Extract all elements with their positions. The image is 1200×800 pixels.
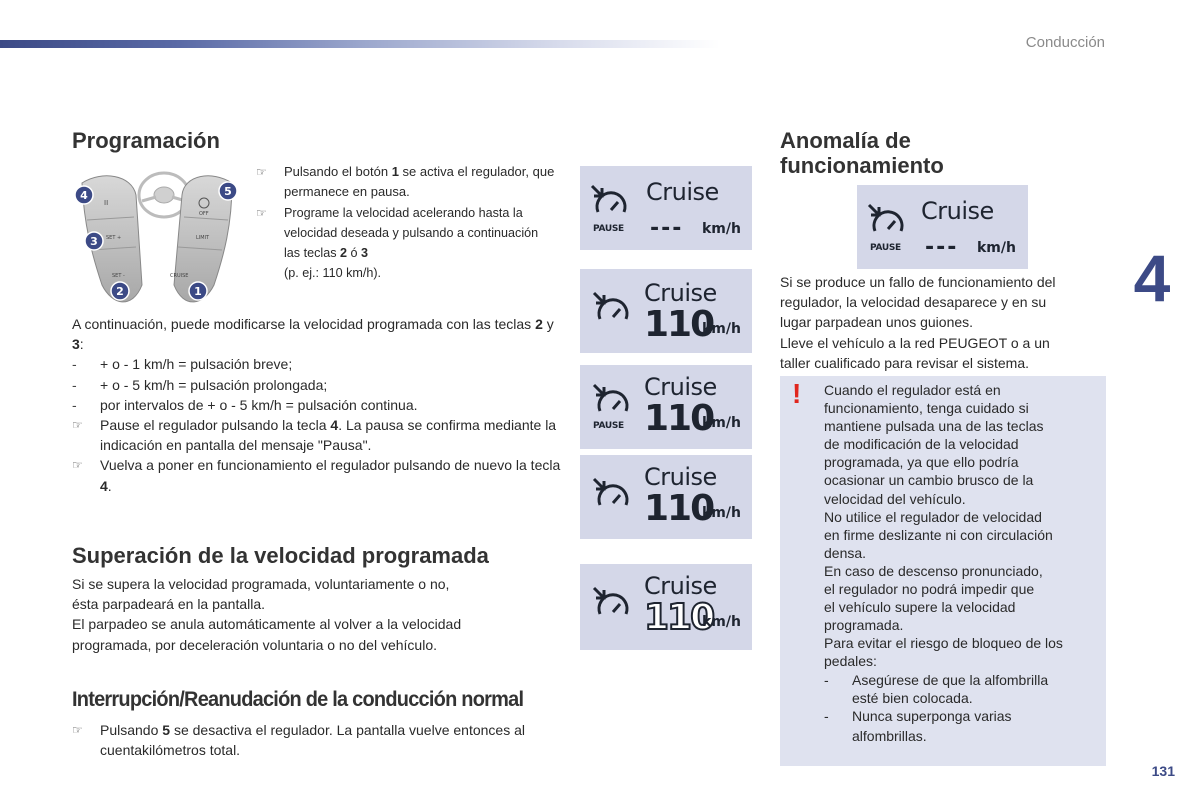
speed-value: 110: [644, 398, 714, 439]
display-active-110: [580, 269, 752, 353]
callout-2-label: 2: [116, 285, 124, 298]
set-plus-key-label: SET +: [106, 235, 122, 241]
bullet-activate: ☞ Pulsando el botón 1 se activa el regulador, que permanece en pausa.: [256, 164, 555, 200]
callout-5-label: 5: [224, 185, 232, 198]
programacion-bullets: [256, 162, 556, 284]
pause-label: PAUSE: [870, 243, 901, 253]
example-speed: (p. ej.: 110 km/h).: [284, 266, 382, 281]
steering-controls-illustration: [72, 165, 242, 310]
hand-pointer-icon: ☞: [72, 418, 83, 433]
callout-2: [111, 282, 129, 300]
callout-4: [75, 186, 93, 204]
set-minus-key-label: SET -: [112, 273, 125, 279]
cruise-label: Cruise: [921, 197, 994, 225]
intro-paragraph: A continuación, puede modificarse la velocidad programada con las teclas 2 y 3:: [72, 316, 554, 353]
speed-value: 110: [644, 304, 714, 345]
cruise-label: Cruise: [644, 373, 717, 401]
speed-dashes: ---: [925, 235, 959, 260]
cruise-label: Cruise: [644, 279, 717, 307]
bullet-program-speed: ☞ Programe la velocidad acelerando hasta la velocidad deseada y pulsando a continuación las teclas 2 ó 3 (p. ej.: 110 km/h).: [256, 203, 556, 284]
warning-text: Cuando el regulador está en funcionamiento, tenga cuidado si mantiene pulsada una de las teclas de modificación de la velocidad programada, ya que ello podría ocasionar un cambio brusco de la velocidad del vehículo. No utilice el regulador de velocidad en firme deslizante ni con circulación densa. En caso de descenso pronunciado, el regulador no podrá impedir que el vehículo supere la velocidad programada. Para evitar el riesgo de bloqueo de los pedales: - Asegúrese de que la alfombrilla esté bien colocada. - Nunca superponga varias alfombrillas.: [824, 381, 1096, 745]
chapter-label: Conducción: [1025, 34, 1105, 51]
warning-list-item: - Asegúrese de que la alfombrilla esté bien colocada.: [824, 671, 1049, 706]
pause-label: PAUSE: [593, 224, 624, 234]
callout-1-label: 1: [194, 285, 202, 298]
bullet-resume: ☞ Vuelva a poner en funcionamiento el regulador pulsando de nuevo la tecla 4.: [72, 457, 561, 494]
steering-controls-diagram: [72, 165, 242, 310]
callout-5: [219, 182, 237, 200]
unit-label: km/h: [702, 221, 741, 237]
callout-4-label: 4: [80, 189, 88, 202]
pause-key-label: II: [104, 199, 109, 207]
programacion-body: [72, 314, 562, 496]
superacion-body: Si se supera la velocidad programada, voluntariamente o no, ésta parpadeará en la pantalla. El parpadeo se anula automáticamente al volver a la velocidad programada, por deceleración voluntaria o no del vehículo.: [72, 576, 462, 653]
cruise-label: Cruise: [644, 463, 717, 491]
unit-label: km/h: [702, 614, 741, 630]
speed-dashes: ---: [650, 216, 684, 241]
unit-label: km/h: [702, 321, 741, 337]
dash-item: - + o - 1 km/h = pulsación breve;: [72, 356, 293, 373]
off-key-label: OFF: [199, 211, 209, 217]
callout-1: [189, 282, 207, 300]
hand-pointer-icon: ☞: [256, 165, 267, 179]
display-pause-dashes: [580, 166, 752, 250]
bullet-pause: ☞ Pause el regulador pulsando la tecla 4. La pausa se confirma mediante la indicación en pantalla del mensaje "Pausa".: [72, 417, 557, 454]
programacion-title: Programación: [72, 128, 220, 153]
callout-3: [85, 232, 103, 250]
interrupcion-title: Interrupción/Reanudación de la conducción normal: [72, 688, 524, 711]
display-pause-110: [580, 365, 752, 449]
hand-pointer-icon: ☞: [72, 458, 83, 473]
header-gradient-bar: [0, 40, 720, 48]
speed-value: 110: [644, 488, 714, 529]
hand-pointer-icon: ☞: [256, 205, 267, 220]
unit-label: km/h: [977, 240, 1016, 256]
page-number: 131: [1151, 763, 1175, 779]
unit-label: km/h: [702, 505, 741, 521]
cruise-gauge-icon: [588, 182, 628, 222]
dash-item: - + o - 5 km/h = pulsación prolongada;: [72, 376, 328, 393]
limit-key-label: LIMIT: [196, 235, 210, 241]
dash-item: - por intervalos de + o - 5 km/h = pulsación continua.: [72, 396, 418, 413]
display-anomaly-dashes: [857, 185, 1028, 269]
cruise-gauge-icon: [590, 475, 630, 515]
pause-label: PAUSE: [593, 421, 624, 431]
warning-list-item: - Nunca superponga varias alfombrillas.: [824, 707, 1012, 744]
cruise-gauge-icon: [590, 289, 630, 329]
anomalia-body: Si se produce un fallo de funcionamiento del regulador, la velocidad desaparece y en su lugar parpadean unos guiones. Lleve el vehículo a la red PEUGEOT o a un taller cualificado para revisar el sistema.: [780, 274, 1056, 371]
display-flashing-110: [580, 564, 752, 650]
cruise-gauge-icon: [590, 381, 630, 421]
cruise-gauge-icon: [590, 584, 630, 624]
warning-box: [780, 376, 1106, 766]
cruise-key-label: CRUISE: [170, 273, 189, 279]
cruise-label: Cruise: [646, 178, 719, 206]
hand-pointer-icon: ☞: [72, 723, 83, 737]
speed-value-flashing: 110: [644, 597, 714, 638]
display-active-110-resumed: [580, 455, 752, 539]
interrupcion-body: [72, 720, 562, 760]
warning-icon: !: [792, 378, 802, 409]
anomalia-title: Anomalía de funcionamiento: [780, 128, 944, 178]
cruise-label: Cruise: [644, 572, 717, 600]
bullet-deactivate: ☞ Pulsando 5 se desactiva el regulador. La pantalla vuelve entonces al cuentakilómetros total.: [72, 722, 525, 759]
callout-3-label: 3: [90, 235, 98, 248]
superacion-title: Superación de la velocidad programada: [72, 543, 489, 568]
chapter-number: 4: [1133, 241, 1171, 315]
unit-label: km/h: [702, 415, 741, 431]
cruise-gauge-icon: [865, 201, 905, 241]
